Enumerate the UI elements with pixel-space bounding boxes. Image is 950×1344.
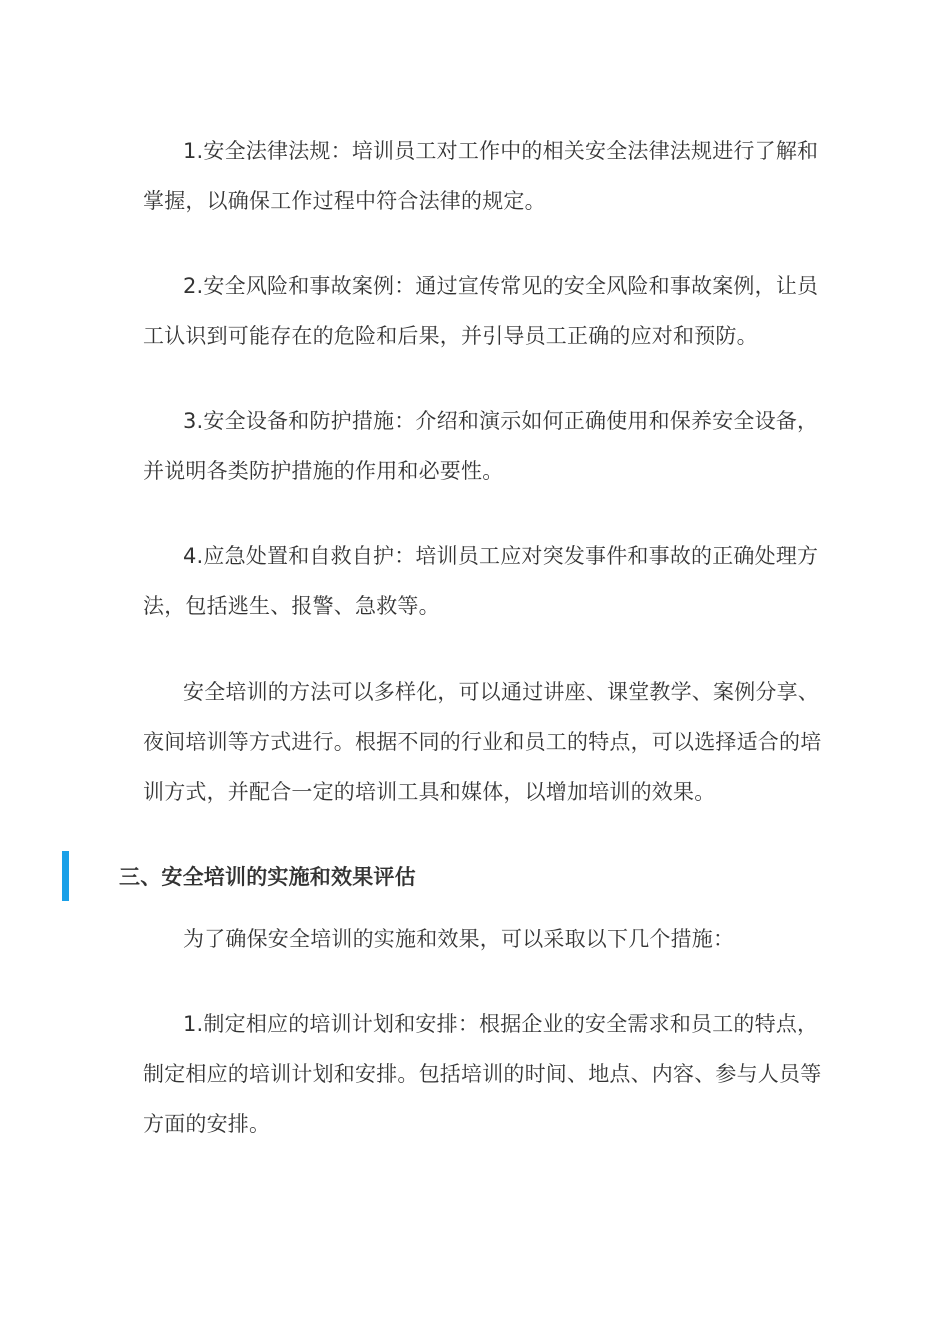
paragraph-safety-equipment: 3.安全设备和防护措施：介绍和演示如何正确使用和保养安全设备，并说明各类防护措施的作用和必要性。 [143, 409, 819, 483]
paragraph-safety-laws: 1.安全法律法规：培训员工对工作中的相关安全法律法规进行了解和掌握，以确保工作过程中符合法律的规定。 [143, 139, 819, 213]
paragraph-emergency-response: 4.应急处置和自救自护：培训员工应对突发事件和事故的正确处理方法，包括逃生、报警、急救等。 [143, 544, 819, 618]
section-accent-bar [62, 851, 69, 901]
paragraph-section-intro: 为了确保安全培训的实施和效果，可以采取以下几个措施： [183, 927, 735, 951]
paragraph-training-methods: 安全培训的方法可以多样化，可以通过讲座、课堂教学、案例分享、夜间培训等方式进行。根据不同的行业和员工的特点，可以选择适合的培训方式，并配合一定的培训工具和媒体，以增加培训的效果。 [143, 680, 822, 804]
section-title: 三、安全培训的实施和效果评估 [119, 865, 416, 889]
paragraph-training-plan: 1.制定相应的培训计划和安排：根据企业的安全需求和员工的特点，制定相应的培训计划和安排。包括培训的时间、地点、内容、参与人员等方面的安排。 [143, 1012, 822, 1136]
section-heading [62, 851, 416, 901]
paragraph-risk-cases: 2.安全风险和事故案例：通过宣传常见的安全风险和事故案例，让员工认识到可能存在的危险和后果，并引导员工正确的应对和预防。 [143, 274, 819, 348]
